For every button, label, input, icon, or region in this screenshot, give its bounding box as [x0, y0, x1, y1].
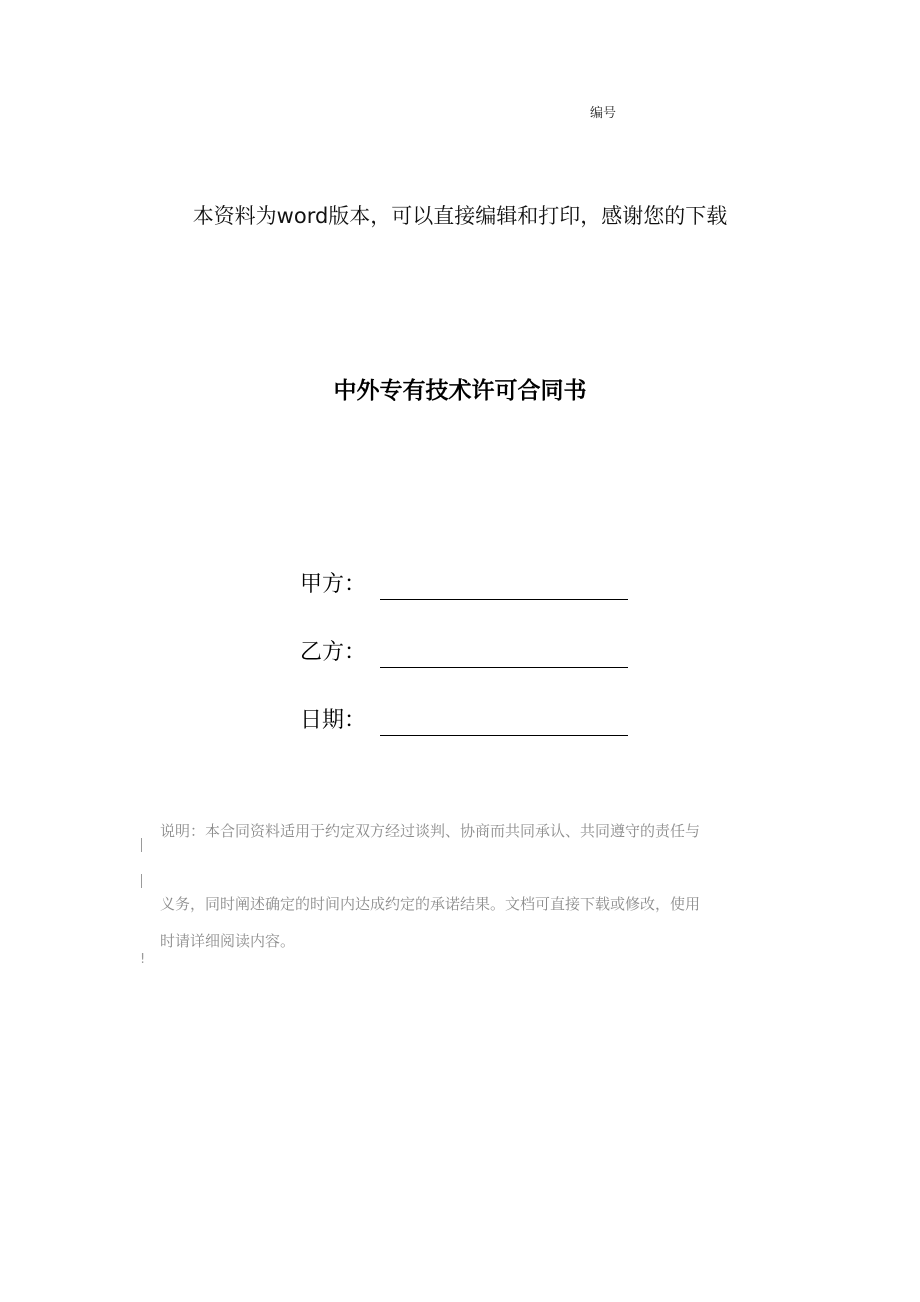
note-line-2: 义务，同时阐述确定的时间内达成约定的承诺结果。文档可直接下载或修改，使用	[160, 895, 701, 913]
download-notice: 本资料为word版本，可以直接编辑和打印，感谢您的下载	[192, 204, 728, 228]
party-b-blank-line[interactable]	[380, 641, 628, 668]
date-blank-line[interactable]	[380, 709, 628, 736]
document-number-label: 编号	[590, 106, 617, 121]
note-line-1: 说明：本合同资料适用于约定双方经过谈判、协商而共同承认、共同遵守的责任与	[160, 822, 701, 840]
date-label: 日期：	[300, 708, 367, 733]
note-line-3: 时请详细阅读内容。	[160, 932, 296, 950]
party-a-blank-line[interactable]	[380, 573, 628, 600]
party-b-label: 乙方：	[300, 640, 367, 665]
date-row	[300, 702, 628, 736]
party-a-row	[300, 566, 628, 600]
margin-bar-mark	[141, 838, 142, 852]
margin-exclamation-mark: !	[140, 952, 146, 967]
margin-bar-mark	[141, 874, 142, 888]
party-b-row	[300, 634, 628, 668]
contract-title: 中外专有技术许可合同书	[333, 378, 587, 404]
party-a-label: 甲方：	[300, 572, 367, 597]
